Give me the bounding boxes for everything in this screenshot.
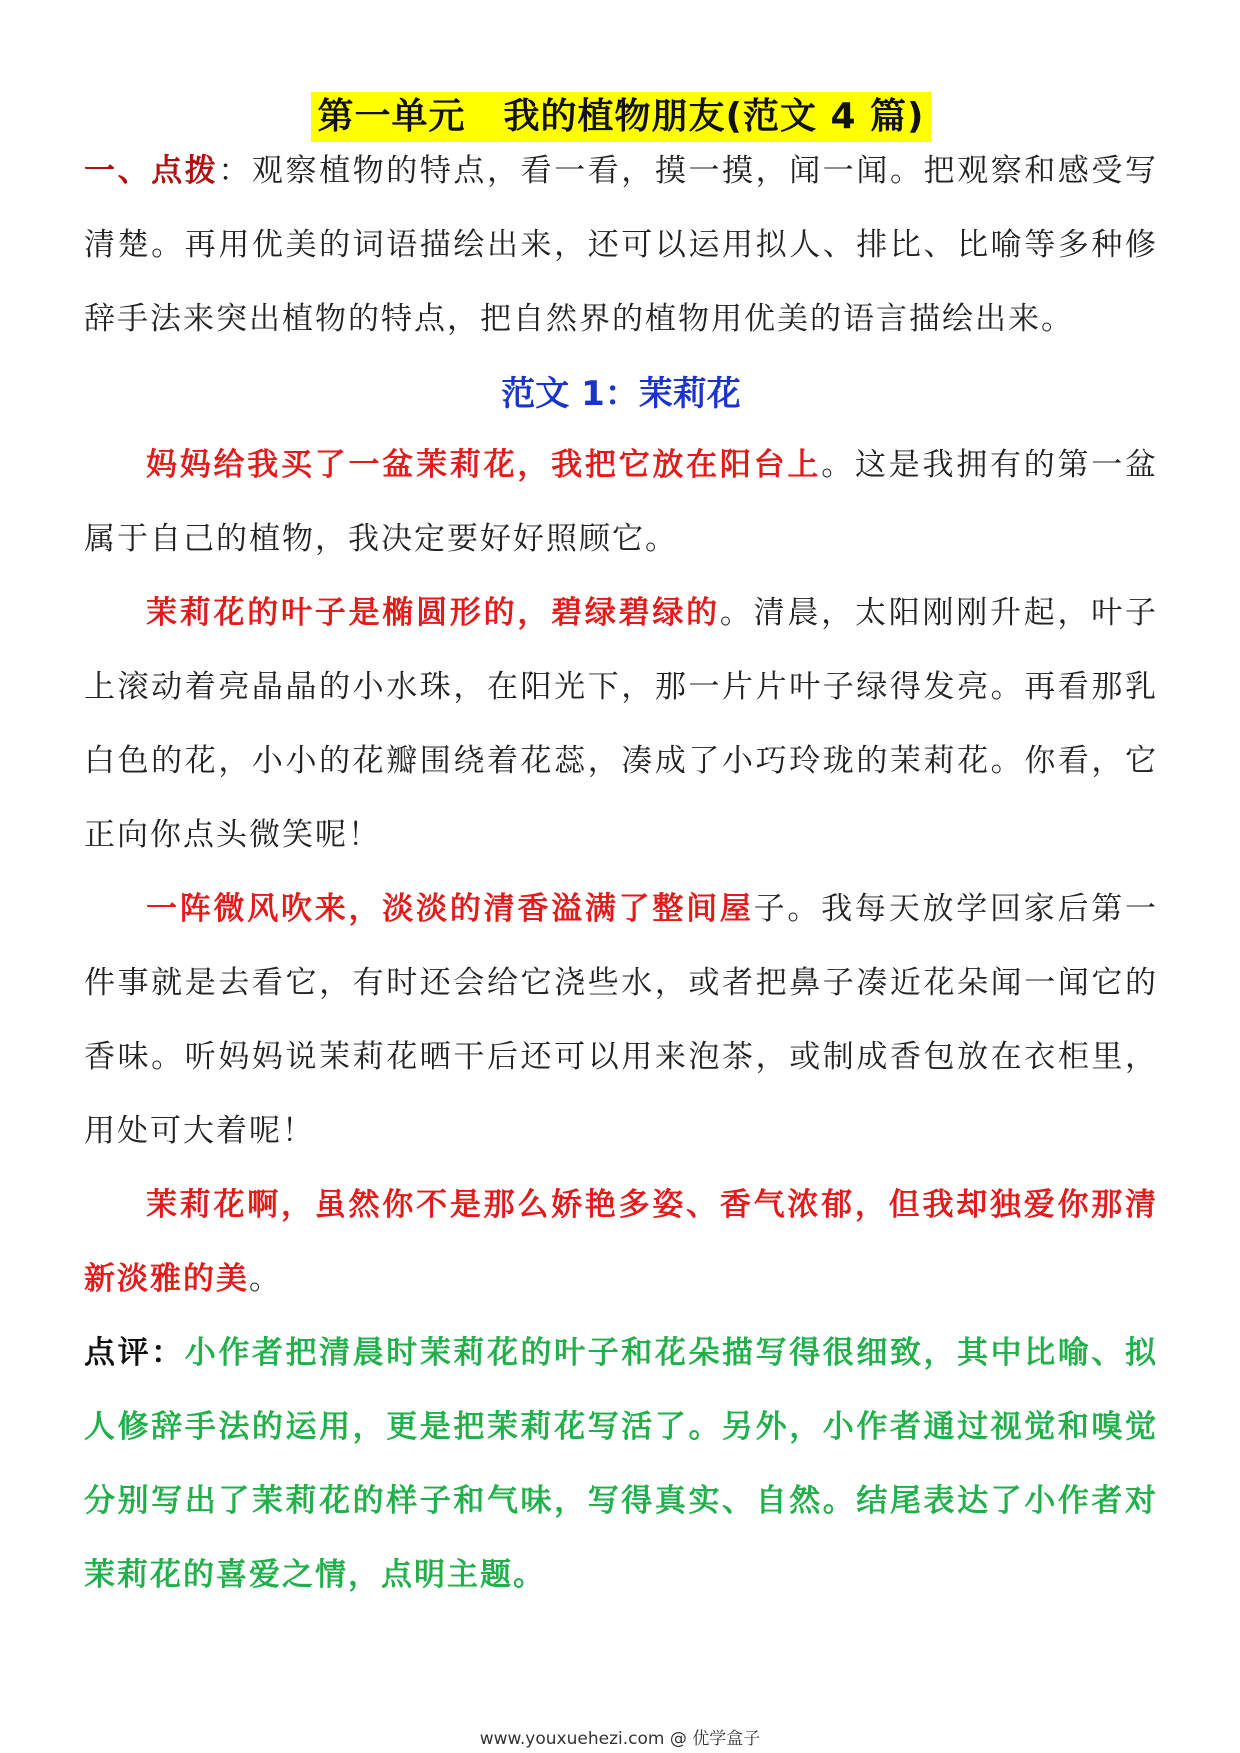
essay-paragraph-4 (84, 1168, 1158, 1316)
p2-highlight-2: 碧绿碧绿的 (551, 595, 720, 631)
review-paragraph (84, 1316, 1158, 1612)
p4-text: 。 (249, 1261, 282, 1297)
p2-text: 。清晨，太阳刚刚升起，叶子上滚动着亮晶晶的小水珠，在阳光下，那一片片叶子绿得发亮。再看那乳白色的花，小小的花瓣围绕着花蕊，凑成了小巧玲珑的茉莉花。你看，它正向你点头微笑呢！ (84, 595, 1159, 853)
essay-heading: 范文 1：茉莉花 (501, 374, 741, 414)
title-name: 我的植物朋友(范文 4 篇) (503, 96, 925, 137)
guide-colon: ： (218, 153, 252, 189)
review-text: 小作者把清晨时茉莉花的叶子和花朵描写得很细致，其中比喻、拟人修辞手法的运用，更是把茉莉花写活了。另外，小作者通过视觉和嗅觉分别写出了茉莉花的样子和气味，写得真实、自然。结尾表达了小作者对茉莉花的喜爱之情，点明主题。 (84, 1335, 1159, 1593)
guide-label: 一、点拨 (84, 153, 219, 189)
p2-highlight-1: 茉莉花的叶子是椭圆形的， (146, 595, 552, 631)
p3-highlight-2: 淡淡的清香溢满了整间屋 (382, 891, 754, 927)
p1-text: 。这是我拥有的第一盆属于自己的植物，我决定要好好照顾它。 (84, 447, 1159, 557)
guide-text: 观察植物的特点，看一看，摸一摸，闻一闻。把观察和感受写清楚。再用优美的词语描绘出来，还可以运用拟人、排比、比喻等多种修辞手法来突出植物的特点，把自然界的植物用优美的语言描绘出来。 (84, 153, 1159, 337)
essay-paragraph-2 (84, 576, 1158, 872)
p1-highlight-1: 妈妈给我买了一盆茉莉花， (146, 447, 552, 483)
content (84, 134, 1158, 1612)
p3-highlight-1: 一阵微风吹来， (146, 891, 383, 927)
p1-highlight-2: 我把它放在阳台上 (551, 447, 822, 483)
review-label: 点评： (84, 1335, 185, 1371)
essay-paragraph-3 (84, 872, 1158, 1168)
p3-text: 子。我每天放学回家后第一件事就是去看它，有时还会给它浇些水，或者把鼻子凑近花朵闻一闻它的香味。听妈妈说茉莉花晒干后还可以用来泡茶，或制成香包放在衣柜里，用处可大着呢！ (84, 891, 1159, 1149)
document-page (84, 0, 1158, 1753)
footer-watermark: www.youxuehezi.com @ 优学盒子 (479, 1729, 761, 1749)
guide-paragraph (84, 134, 1158, 356)
essay-paragraph-1 (84, 428, 1158, 576)
title-unit: 第一单元 (317, 96, 466, 137)
p4-highlight: 茉莉花啊，虽然你不是那么娇艳多姿、香气浓郁，但我却独爱你那清新淡雅的美 (84, 1187, 1158, 1297)
